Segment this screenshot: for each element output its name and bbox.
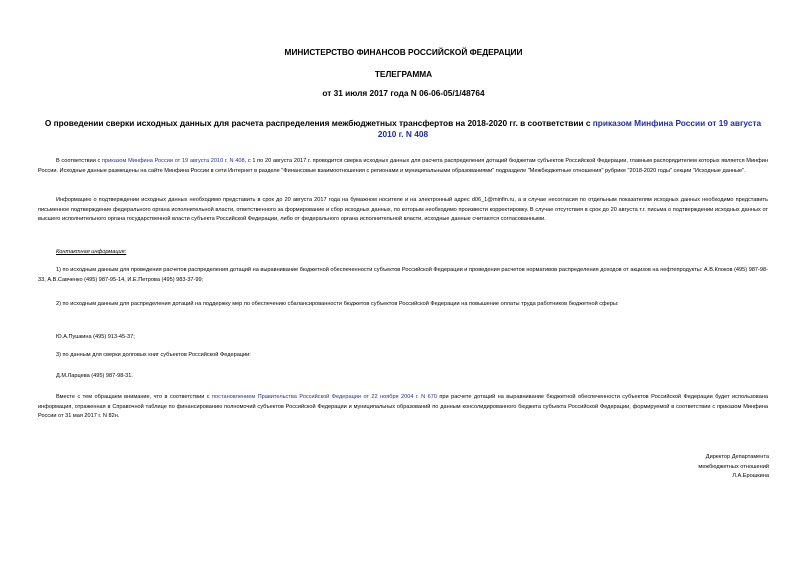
order-408-link[interactable]: приказом Минфина России от 19 августа 2010 г. N 408 [102, 158, 245, 164]
para1-pre: В соответствии с [56, 158, 103, 164]
contact-item-1: 1) по исходным данным для проведения расчетов распределения дотаций на выравнивание бюджетной обеспеченности субъектов Российской Федерации и проведения расчетов нормативов распределения доходов от акцизов на нефтепродукты: А.В.Кпоков (495) 987-98-33, А.В.Савченко (495) 987-95-14, И.Е.Петрова (495) 983-37-99; [38, 267, 768, 283]
contacts-heading-text: Контактная информация: [56, 249, 127, 255]
subject-order-link[interactable]: приказом Минфина России от 19 августа 2010 г. N 408 [377, 118, 762, 139]
paragraph-intro [38, 157, 768, 176]
resolution-670-link[interactable]: постановлением Правительства Российской Федерации от 22 ноября 2004 г. N 670 [212, 394, 437, 400]
subject-text: О проведении сверки исходных данных для расчета распределения межбюджетных трансфертов на 2018-2020 гг. в соответствии с [44, 118, 593, 128]
paragraph-confirmation: Информацию о подтверждении исходных данных необходимо представить в срок до 20 августа 2017 года на бумажном носителе и на электронный адрес d06_1@minfin.ru, а в случае несогласия по отдельным показателям исходных данных необходимо представить письменное подтверждение федерального органа исполнительной власти, ответственного за формирование и сбор исходных данных, по которым необходимо произвести корректировку. В случае отсутствия в срок до 20 августа т.г. письма о подтверждении исходных данных от высшего исполнительного органа государственной власти субъекта Российской Федерации, либо от федерального органа исполнительной власти, исходные данные считаются согласованными. [38, 197, 768, 222]
signature-position: Директор Департамента [705, 454, 769, 460]
document-subject [38, 118, 768, 140]
ministry-title: МИНИСТЕРСТВО ФИНАНСОВ РОССИЙСКОЙ ФЕДЕРАЦИИ [284, 47, 523, 57]
signature-department: межбюджетных отношений [698, 463, 769, 470]
para-final-post: при расчете дотаций на выравнивание бюджетной обеспеченности субъектов Российской Федерации будет использована информация, отраженная в Справочной таблице по финансированию полномочий субъектов Российской Федерации и муниципальных образований по данным консолидированного бюджета субъекта Российской Федерации, формируемой в соответствии с приказом Минфина России от 31 мая 2017 г. N 82н. [38, 394, 769, 419]
para1-post: , с 1 по 20 августа 2017 г. проводится сверка исходных данных для расчета распределения дотаций бюджетам субъектов Российской Федерации, главным распорядителем которых является Минфин России. Исходные данные размещены на сайте Минфина России в сети Интернет в разделе "Финансовые взаимоотношения с регионами и муниципальными образованиями" подразделе "Межбюджетные отношения" рубрике "2018-2020 годы" секции "Исходные данные". [38, 158, 768, 174]
signature-block [569, 453, 769, 482]
paragraph-final [38, 393, 768, 422]
signature-name: Л.А.Ерошкина [732, 473, 769, 479]
contact-person-3: Д.М.Ларцева (495) 987-98-31. [56, 373, 133, 379]
para-final-pre: Вместе с тем обращаем внимание, что в соответствии с [56, 394, 213, 400]
document-type: ТЕЛЕГРАММА [374, 69, 433, 79]
contacts-heading [38, 248, 768, 258]
contact-item-2: 2) по исходным данным для распределения дотаций на поддержку мер по обеспечению сбалансированности бюджетов субъектов Российской Федерации на повышение оплаты труда работников бюджетной сферы: [56, 301, 619, 307]
contact-person-2: Ю.А.Пушкина (495) 913-45-37; [56, 334, 135, 340]
document-date-number: от 31 июля 2017 года N 06-06-05/1/48764 [322, 88, 485, 98]
contact-item-3: 3) по данным для сверки долговых книг субъектов Российской Федерации: [56, 352, 251, 358]
